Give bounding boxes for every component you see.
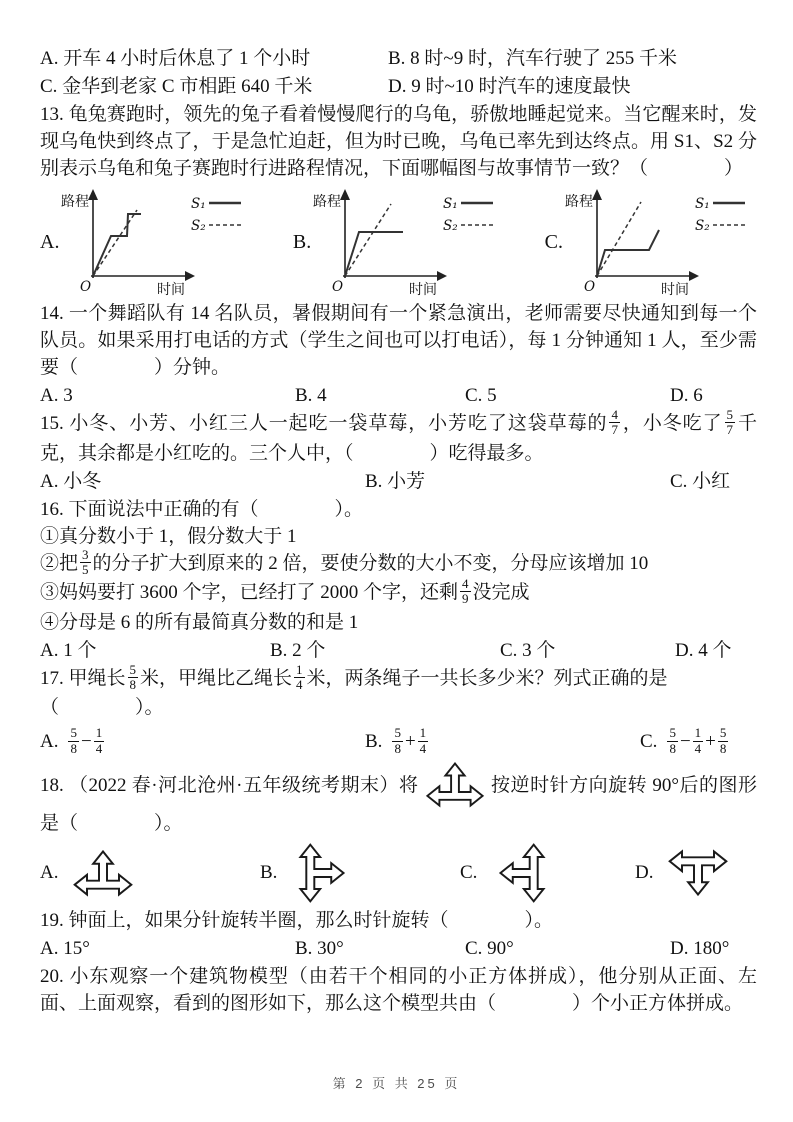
q19-option-a: A. 15° [40, 938, 90, 960]
q15-text-part2: ，小冬吃了 [621, 413, 723, 435]
q16-option-d: D. 4 个 [675, 639, 732, 661]
q13-graph-a-label: A. [40, 230, 60, 253]
q16-item2-part1: ②把 [40, 552, 79, 574]
origin-label: O [583, 279, 596, 295]
y-axis-arrow-icon [340, 189, 350, 200]
three-way-arrow-up-left-right-icon [72, 849, 134, 897]
fraction-5-8: $\frac{5}{8}$ [129, 661, 137, 693]
page-number-footer: 第 2 页 共 25 页 [332, 1076, 461, 1091]
s2-curve [345, 204, 391, 276]
q14-text: 14. 一个舞蹈队有 14 名队员，暑假期间有一个紧急演出，老师需要尽快通知到每一个队员。如果采用打电话的方式（学生之间也可以打电话），每 1 分钟通知 1 人，至少需要（ ）分钟。 [40, 303, 757, 378]
q18-text [40, 763, 757, 837]
q18-option-a [40, 841, 260, 905]
fraction-1-4: $\frac{1}{4}$ [419, 725, 427, 756]
q17-text-part3: 米，两条绳子一共长多少米？列式正确的是 [306, 667, 668, 689]
legend-s1-label: S₁ [191, 196, 207, 212]
distance-time-graph-b [313, 186, 505, 298]
legend-s2-label: S₂ [694, 218, 710, 234]
option-letter: D. [635, 862, 654, 884]
fraction-4-7: $\frac{4}{7}$ [611, 407, 618, 438]
option-letter: A. [40, 731, 59, 753]
q15-option-b: B. 小芳 [365, 470, 426, 492]
q13-graph-c-label: C. [544, 230, 563, 253]
q18-option-b [260, 841, 460, 905]
q15-text-part3: 千克，其余都是小红吃的。三个人中，（ ）吃得最多。 [40, 413, 757, 464]
operator: − [80, 731, 92, 753]
q15-text-part1: 15. 小冬、小芳、小红三人一起吃一袋草莓，小芳吃了这袋草莓的 [40, 413, 608, 435]
x-axis-label: 时间 [660, 283, 689, 298]
fraction-5-8: $\frac{5}{8}$ [70, 725, 77, 756]
fraction-3-5: $\frac{3}{5}$ [82, 546, 89, 577]
three-way-arrow-down-left-right-icon [667, 849, 729, 897]
expression [665, 722, 730, 762]
fraction-1-4: $\frac{1}{4}$ [694, 725, 702, 756]
arrow-figure [289, 841, 355, 905]
s2-curve [597, 202, 641, 276]
q18-option-c [460, 841, 635, 905]
q16-text: 16. 下面说法中正确的有（ ）。 [40, 498, 364, 520]
q16-item3 [40, 576, 757, 609]
y-axis-arrow-icon [88, 189, 98, 200]
expression [66, 722, 106, 762]
fraction-5-7: $\frac{5}{7}$ [726, 407, 734, 438]
y-axis-label: 路程 [61, 195, 90, 210]
fraction-5-8: $\frac{5}{8}$ [669, 725, 676, 756]
x-axis-arrow-icon [437, 271, 447, 281]
q13-graph-c [545, 186, 757, 298]
fraction-1-4: $\frac{1}{4}$ [95, 725, 103, 756]
q14-options [40, 382, 757, 409]
q14-option-c: C. 5 [465, 385, 497, 406]
distance-time-graph-a [61, 186, 253, 298]
q13-graph-b-label: B. [292, 230, 312, 253]
option-letter: C. [640, 731, 658, 753]
x-axis-label: 时间 [157, 283, 186, 298]
q14-option-d: D. 6 [670, 385, 703, 406]
q19-option-d: D. 180° [670, 938, 730, 960]
q15-options [40, 468, 757, 495]
three-way-arrow-up-down-right-icon [298, 842, 346, 904]
y-axis-label: 路程 [564, 195, 593, 210]
q12-option-a: A. 开车 4 小时后休息了 1 个小时 [40, 48, 311, 69]
origin-label: O [332, 279, 344, 295]
option-letter: B. [260, 862, 278, 884]
three-way-arrow-up-left-right-icon [425, 761, 485, 808]
option-letter: C. [460, 862, 478, 884]
fraction-4-9: $\frac{4}{9}$ [462, 576, 469, 607]
q12-options-row2 [40, 73, 757, 100]
q17-option-c [640, 722, 757, 762]
q12-option-c: C. 金华到老家 C 市相距 640 千米 [40, 76, 313, 97]
q14-option-a: A. 3 [40, 385, 73, 406]
q16-option-b: B. 2 个 [270, 639, 326, 661]
q17-option-a [40, 722, 365, 762]
q16-option-a: A. 1 个 [40, 639, 97, 661]
s2-curve [93, 210, 137, 276]
q16-item2 [40, 546, 757, 580]
option-letter: B. [365, 731, 383, 753]
q19-option-c: C. 90° [465, 938, 514, 960]
operator: − [679, 731, 691, 753]
arrow-figure [665, 841, 731, 905]
option-letter: A. [40, 862, 59, 884]
expression [390, 722, 430, 762]
q17-options [40, 722, 757, 762]
q16-option-c: C. 3 个 [500, 639, 556, 661]
q18-options [40, 841, 757, 905]
q13-graph-a [40, 186, 253, 298]
q17-option-b [365, 722, 640, 762]
q13-text: 13. 龟兔赛跑时，领先的兔子看着慢慢爬行的乌龟，骄傲地睡起觉来。当它醒来时，发现乌龟快到终点了，于是急忙迫赶，但为时已晚，乌龟已率先到达终点。用 S1、S2 分别表示乌龟和兔子赛跑时行进路程情况，下面哪幅图与故事情节一致？（ ） [40, 104, 757, 179]
q12-option-d: D. 9 时~10 时汽车的速度最快 [388, 76, 631, 97]
q17-text [40, 661, 757, 695]
q19-text: 19. 钟面上，如果分针旋转半圈，那么时针旋转（ ）。 [40, 910, 554, 932]
q20-text: 20. 小东观察一个建筑物模型（由若干个相同的小正方体拼成），他分别从正面、左面、上面观察，看到的图形如下，那么这个模型共由（ ）个小正方体拼成。 [40, 966, 757, 1015]
three-way-arrow-up-down-left-icon [498, 842, 546, 904]
q14-option-b: B. 4 [295, 385, 327, 406]
q17-blank-line: （ ）。 [40, 697, 164, 719]
q19-options [40, 935, 757, 962]
q13-graph-b [293, 186, 505, 298]
q16-item1: ①真分数小于 1，假分数大于 1 [40, 525, 297, 547]
q17-text-part2: 米，甲绳比乙绳长 [140, 667, 293, 689]
fraction-1-4: $\frac{1}{4}$ [296, 661, 303, 693]
q16-options [40, 637, 757, 664]
q15-option-a: A. 小冬 [40, 470, 102, 492]
q18-option-d [635, 841, 757, 905]
s1-curve [345, 232, 403, 276]
q17-text-part1: 17. 甲绳长 [40, 667, 126, 689]
s1-curve [597, 230, 659, 276]
q18-text-part2: 按逆时针方向旋转 90°后的图形是（ ）。 [40, 775, 757, 835]
q16-item3-part2: 没完成 [472, 582, 530, 604]
operator: + [705, 731, 716, 753]
q15-text [40, 407, 757, 467]
arrow-figure [489, 841, 555, 905]
q15-option-c: C. 小红 [670, 470, 731, 492]
fraction-5-8: $\frac{5}{8}$ [719, 725, 727, 756]
q18-text-part1: 18. （2022 春·河北沧州·五年级统考期末）将 [40, 775, 419, 797]
x-axis-arrow-icon [185, 271, 195, 281]
y-axis-arrow-icon [592, 189, 602, 200]
legend-s1-label: S₁ [443, 196, 458, 212]
legend-s2-label: S₂ [191, 218, 207, 234]
arrow-figure [70, 841, 136, 905]
fraction-5-8: $\frac{5}{8}$ [394, 725, 401, 756]
q12-options-row1 [40, 45, 757, 72]
q16-item3-part1: ③妈妈要打 3600 个字，已经打了 2000 个字，还剩 [40, 582, 459, 604]
q13-graphs-row [40, 186, 757, 298]
q19-option-b: B. 30° [295, 938, 344, 960]
x-axis-label: 时间 [409, 283, 438, 298]
q16-item4: ④分母是 6 的所有最简真分数的和是 1 [40, 611, 359, 633]
operator: + [404, 731, 416, 753]
y-axis-label: 路程 [313, 195, 342, 210]
legend-s1-label: S₁ [694, 196, 710, 212]
q12-option-b: B. 8 时~9 时，汽车行驶了 255 千米 [388, 48, 677, 69]
x-axis-arrow-icon [689, 271, 699, 281]
origin-label: O [80, 279, 92, 295]
legend-s2-label: S₂ [443, 218, 458, 234]
distance-time-graph-c [565, 186, 757, 298]
s1-curve [93, 214, 141, 276]
q16-item2-part2: 的分子扩大到原来的 2 倍，要使分数的大小不变，分母应该增加 10 [92, 552, 649, 574]
